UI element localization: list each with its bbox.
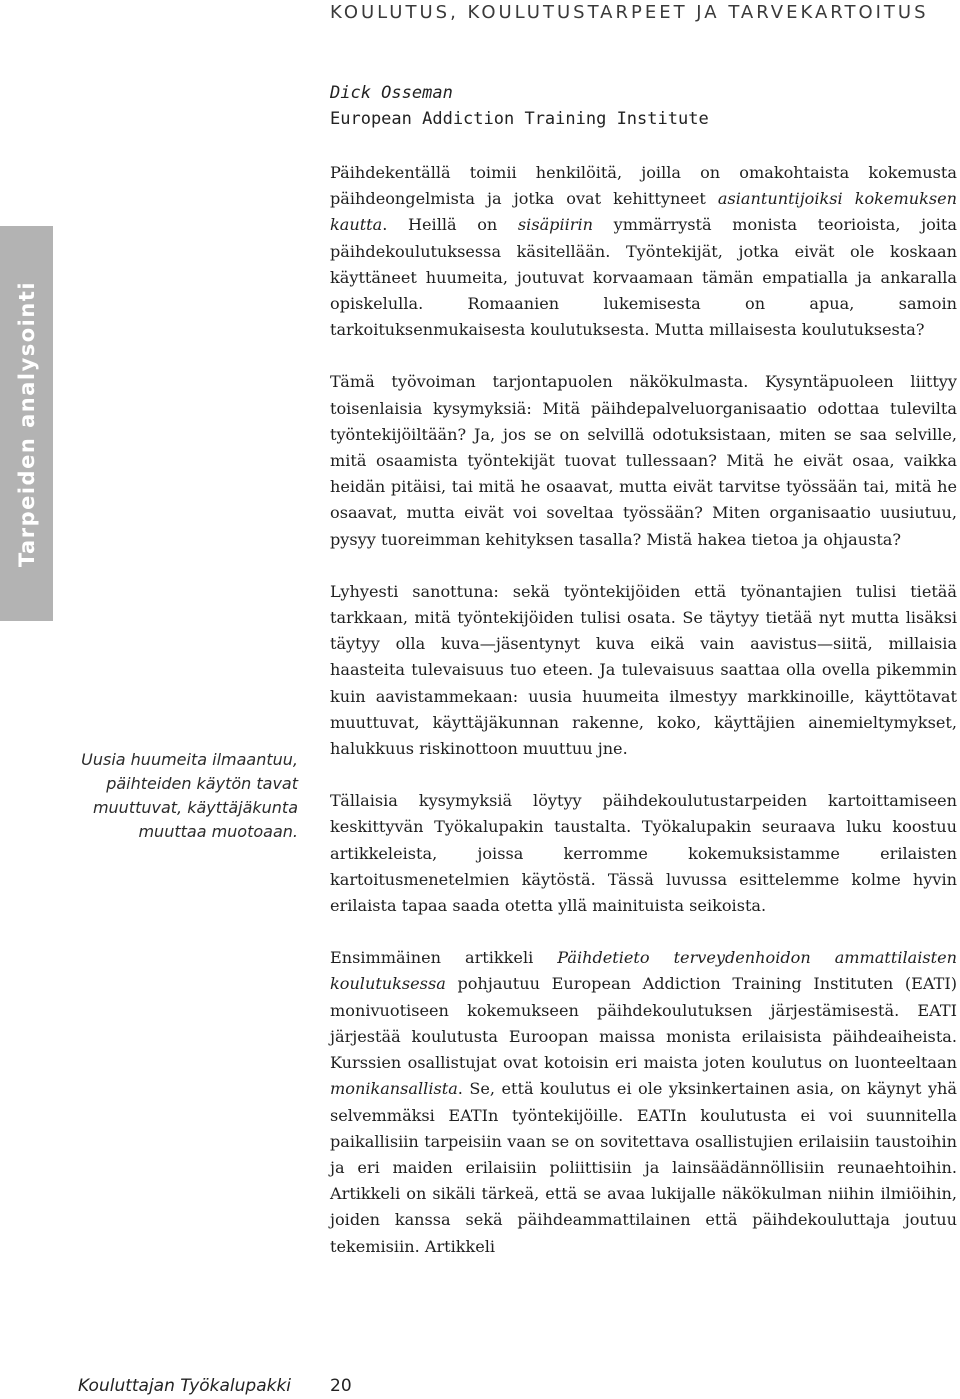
section-tab-label: Tarpeiden analysointi: [14, 280, 39, 567]
paragraph-5: [330, 945, 957, 1259]
paragraph-5-text-b: pohjautuu European Addiction Training Instituten (EATI) monivuotiseen kokemukseen päihdekoulutuksen järjestämisestä. EATI järjestää koulutusta Euroopan maissa monista erilaisista päihdeaiheista. Kurssien osallistujat ovat kotoisin eri maista joten koulutus on luonteeltaan: [330, 974, 957, 1073]
article-body: [330, 160, 957, 1286]
paragraph-2: Tämä työvoiman tarjontapuolen näkökulmasta. Kysyntäpuoleen liittyy toisenlaisia kysymyksiä: Mitä päihdepalveluorganisaatio odottaa tulevilta työntekijöiltään? Ja, jos se on selvillä odotuksistaan, miten se saa selville, mitä osaamista työntekijät tuovat tullessaan? Mitä he eivät osaa, vaikka heidän pitäisi, tai mitä he osaavat, mutta eivät tarvitse työssään tai, mitä he osaavat, mutta eivät voi soveltaa työssään? Miten organisaatio uusiutuu, pysyy tuoreimman kehityksen tasalla? Mistä hakea tietoa ja ohjausta?: [330, 372, 957, 549]
paragraph-3: Lyhyesti sanottuna: sekä työntekijöiden että työnantajien tulisi tietää tarkkaan, mitä työntekijöiden tulisi osata. Se täytyy tietää nyt mutta lisäksi täytyy olla kuva—jäsentynyt kuva eikä vain aavistus—siitä, millaisia haasteita tulevaisuus tuo eteen. Ja tulevaisuus saattaa olla ovella pikemmin kuin aavistammekaan: uusia huumeita ilmestyy markkinoille, käyttötavat muuttuvat, käyttäjäkunnan rakenne, koko, käyttäjien ainemieltymykset, halukkuus riskinottoon muuttuu jne.: [330, 581, 957, 759]
pull-quote: Uusia huumeita ilmaantuu, päihteiden käytön tavat muuttuvat, käyttäjäkunta muuttaa muotoaan.: [81, 750, 298, 841]
paragraph-5-text-a: Ensimmäinen artikkeli: [330, 948, 558, 968]
paragraph-1-text-b: . Heillä on: [382, 215, 518, 235]
running-header: KOULUTUS, KOULUTUSTARPEET JA TARVEKARTOITUS: [330, 2, 929, 23]
section-tab: [0, 226, 53, 621]
paragraph-1-text-a: Päihdekentällä toimii henkilöitä, joilla on omakohtaista kokemusta päihdeongelmista ja jotka ovat kehittyneet: [330, 163, 957, 209]
paragraph-1: [330, 160, 957, 343]
footer-publication-title: Kouluttajan Työkalupakki: [78, 1376, 292, 1396]
paragraph-4: Tällaisia kysymyksiä löytyy päihdekoulutustarpeiden kartoittamiseen keskittyvän Työkalupakin taustalta. Työkalupakin seuraava luku koostuu artikkeleista, joissa kerromme kokemuksistamme erilaisten kartoitusmenetelmien käytöstä. Tässä luvussa esittelemme kolme hyvin erilaista tapaa saada otetta yllä mainituista seikoista.: [330, 791, 957, 916]
paragraph-5-emphasis: monikansallista: [330, 1079, 458, 1099]
paragraph-1-emphasis-a: asiantuntijoiksi kokemuksen kautta: [330, 189, 957, 235]
author-name: Dick Osseman: [330, 83, 453, 103]
paragraph-1-text-c: ymmärrystä monista teorioista, joita päihdekoulutuksessa käsitellään. Työntekijät, jotka eivät ole koskaan käyttäneet huumeita, joutuvat korvaamaan tämän empatialla ja ankaralla opiskelulla. Romaanien lukemisesta on apua, samoin tarkoituksenmukaisesta koulutuksesta. Mutta millaisesta koulutuksesta?: [330, 215, 957, 340]
author-organization: European Addiction Training Institute: [330, 109, 709, 129]
paragraph-1-emphasis-b: sisäpiirin: [517, 215, 593, 235]
page-number: 20: [330, 1376, 352, 1396]
byline: [330, 80, 950, 132]
paragraph-5-article-title: Päihdetieto terveydenhoidon ammattilaisten koulutuksessa: [330, 948, 957, 994]
paragraph-5-text-c: . Se, että koulutus ei ole yksinkertainen asia, on käynyt yhä selvemmäksi EATIn työntekijöille. EATIn koulutusta ei voi suunnitella paikallisiin tarpeisiin vaan se on sovitettava osallistujien erilaisiin taustoihin ja eri maiden erilaisiin poliittisiin ja lainsäädännöllisiin reunaehtoihin. Artikkeli on sikäli tärkeä, että se avaa lukijalle näkökulman niihin ilmiöihin, joiden kanssa sekä päihdeammattilainen että päihdekouluttaja joutuu tekemisiin. Artikkeli: [330, 1079, 957, 1256]
